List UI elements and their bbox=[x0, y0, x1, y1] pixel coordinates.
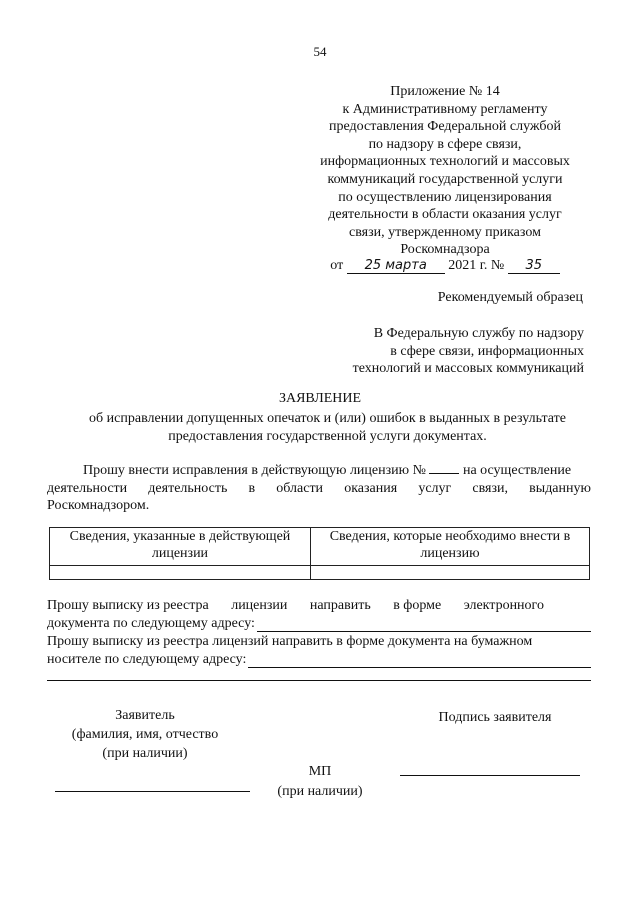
license-number-blank[interactable] bbox=[429, 461, 459, 474]
seal-block bbox=[260, 762, 380, 802]
applicant-label: Заявитель bbox=[115, 708, 175, 723]
appendix-line: по осуществлению лицензирования bbox=[338, 189, 552, 205]
order-date-handwritten: 25 марта bbox=[347, 258, 445, 274]
request-text: на осуществление bbox=[462, 463, 572, 478]
document-subtitle: об исправлении допущенных опечаток и (или) ошибок в выданных в результате предоставления государственной услуги документах. bbox=[89, 411, 566, 444]
appendix-line: к Административному регламенту bbox=[342, 101, 548, 117]
extract-paper-request bbox=[47, 633, 591, 668]
request-word: связи, bbox=[472, 480, 509, 496]
order-reference bbox=[300, 258, 590, 274]
extract-word: в форме bbox=[393, 598, 442, 613]
extract-electronic-line-1 bbox=[47, 597, 544, 615]
corrections-table bbox=[49, 527, 590, 580]
extract-word: Прошу выписку из реестра bbox=[47, 598, 209, 613]
table-cell-current[interactable] bbox=[50, 566, 311, 580]
addressee-line: технологий и массовых коммуникаций bbox=[352, 361, 584, 377]
seal-label: МП bbox=[308, 764, 332, 779]
order-prefix: от bbox=[330, 258, 344, 273]
addressee-line: в сфере связи, информационных bbox=[390, 343, 584, 359]
extract-text: документа по следующему адресу: bbox=[47, 615, 255, 631]
extract-paper-line-1: Прошу выписку из реестра лицензий направить в форме документа на бумажном bbox=[47, 634, 533, 649]
table-header-current: Сведения, указанные в действующей лицензии bbox=[50, 528, 311, 566]
appendix-line: связи, утвержденному приказом bbox=[349, 224, 541, 240]
extract-word: электронного bbox=[463, 598, 544, 613]
extract-word: лицензии bbox=[231, 598, 288, 613]
appendix-line: деятельности в области оказания услуг bbox=[328, 207, 562, 223]
request-word: в bbox=[248, 480, 256, 496]
page-number: 54 bbox=[313, 44, 327, 59]
order-number-handwritten: 35 bbox=[508, 258, 560, 274]
request-text: Прошу внести исправления в действующую лицензию № bbox=[83, 463, 426, 478]
applicant-name-line[interactable] bbox=[55, 791, 250, 792]
document-title: ЗАЯВЛЕНИЕ bbox=[278, 391, 362, 406]
extract-word: направить bbox=[309, 598, 371, 613]
appendix-header bbox=[300, 83, 590, 259]
request-word: оказания bbox=[344, 480, 398, 496]
applicant-name-hint: (фамилия, имя, отчество bbox=[71, 727, 219, 742]
signature-label: Подпись заявителя bbox=[438, 710, 552, 725]
order-year: 2021 г. № bbox=[448, 258, 505, 273]
appendix-line: предоставления Федеральной службой bbox=[329, 119, 561, 135]
signature-line[interactable] bbox=[400, 775, 580, 776]
applicant-optional-hint: (при наличии) bbox=[102, 746, 188, 761]
request-line-3: Роскомнадзором. bbox=[47, 498, 150, 514]
appendix-line: по надзору в сфере связи, bbox=[368, 136, 522, 152]
table-header-new: Сведения, которые необходимо внести в лицензию bbox=[310, 528, 589, 566]
request-word: деятельность bbox=[148, 480, 228, 496]
request-word: выданную bbox=[529, 480, 591, 496]
address-continuation-line[interactable] bbox=[47, 680, 591, 681]
electronic-address-blank[interactable] bbox=[257, 617, 591, 632]
addressee-block bbox=[300, 325, 584, 378]
request-word: деятельности bbox=[47, 480, 128, 496]
extract-paper-line-2 bbox=[47, 651, 591, 669]
appendix-line: Роскомнадзора bbox=[400, 242, 490, 258]
applicant-block bbox=[40, 706, 250, 763]
extract-text: носителе по следующему адресу: bbox=[47, 651, 247, 667]
request-paragraph bbox=[47, 461, 591, 515]
appendix-line: коммуникаций государственной услуги bbox=[327, 171, 563, 187]
table-cell-new[interactable] bbox=[310, 566, 589, 580]
request-word: области bbox=[276, 480, 324, 496]
seal-optional-hint: (при наличии) bbox=[277, 784, 363, 799]
request-line-1 bbox=[47, 461, 591, 480]
request-line-2 bbox=[47, 480, 591, 498]
extract-electronic-request bbox=[47, 597, 591, 632]
extract-electronic-line-2 bbox=[47, 615, 591, 633]
request-word: услуг bbox=[418, 480, 452, 496]
appendix-line: информационных технологий и массовых bbox=[320, 154, 570, 170]
paper-address-blank[interactable] bbox=[248, 653, 591, 668]
recommended-sample-label: Рекомендуемый образец bbox=[437, 290, 583, 305]
addressee-line: В Федеральную службу по надзору bbox=[373, 326, 584, 341]
appendix-line: Приложение № 14 bbox=[390, 84, 500, 99]
